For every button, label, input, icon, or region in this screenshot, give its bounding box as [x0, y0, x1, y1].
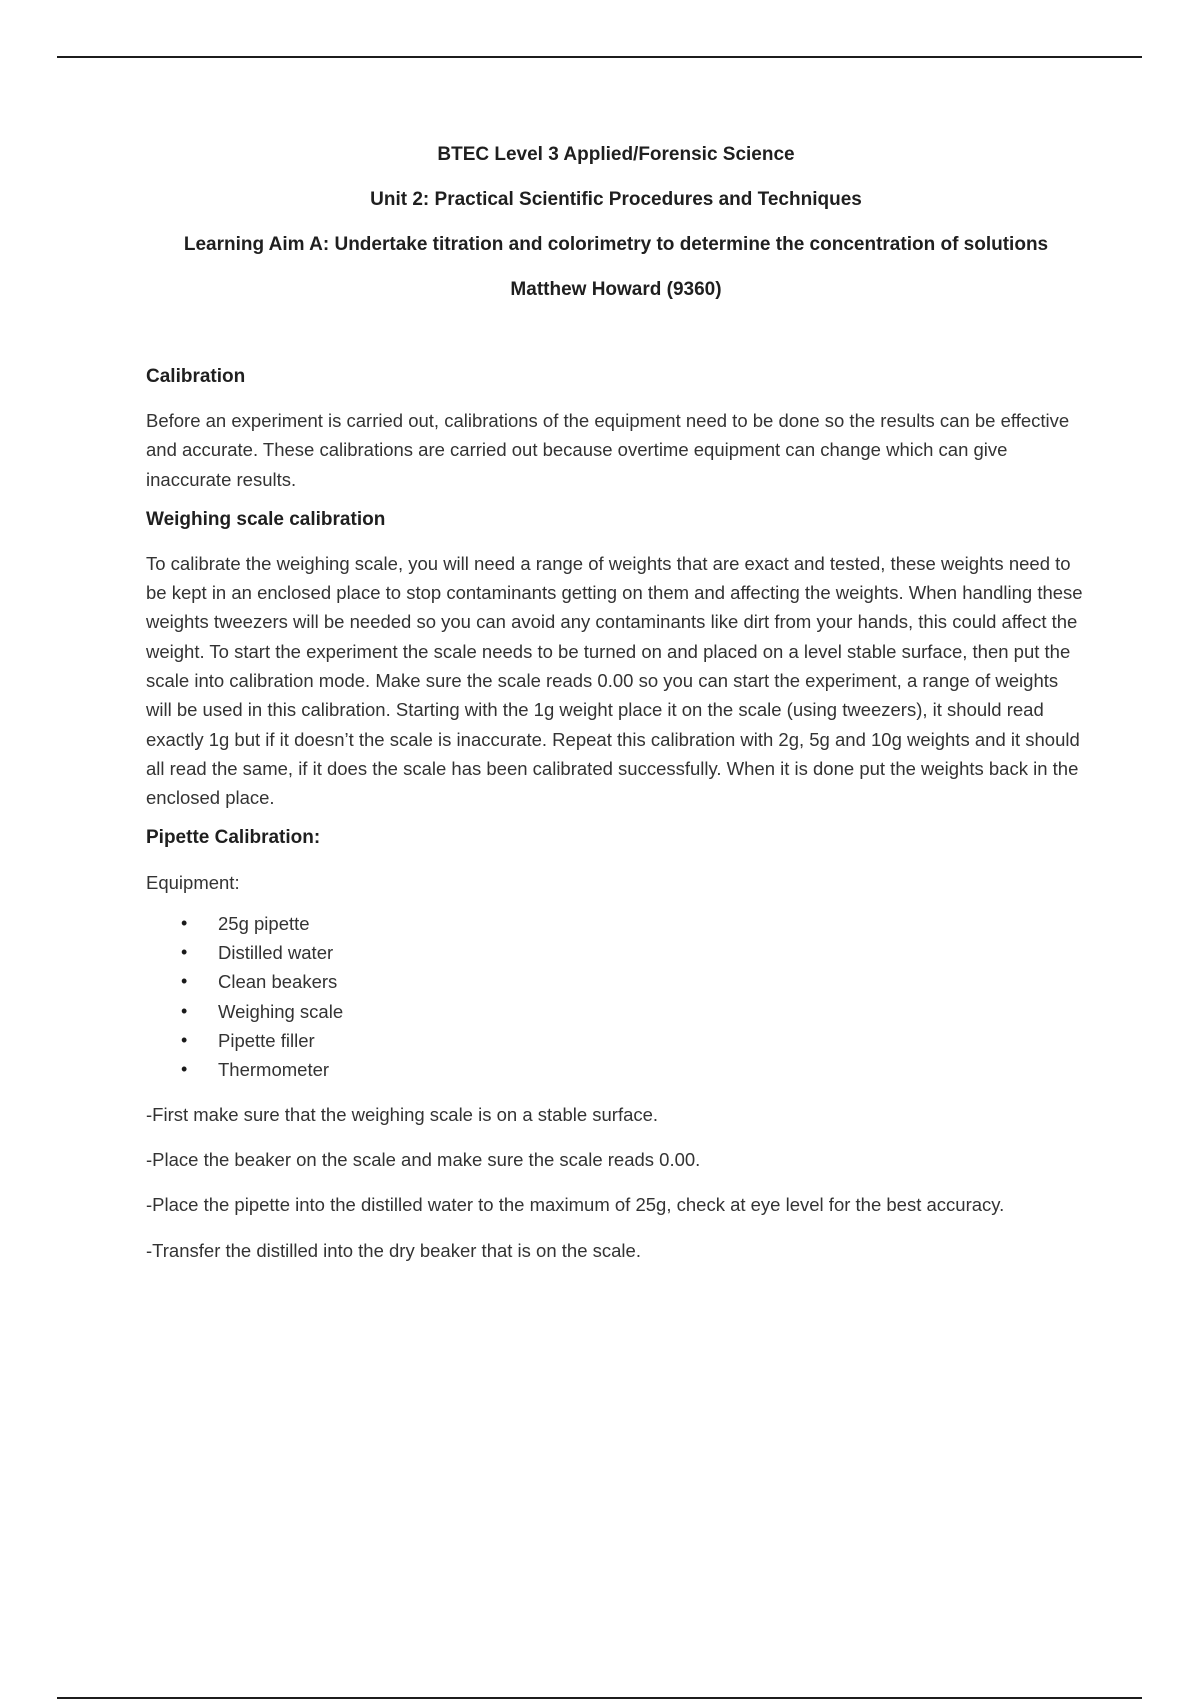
footer-rule	[57, 1697, 1142, 1699]
list-item	[146, 938, 1086, 967]
course-title: BTEC Level 3 Applied/Forensic Science	[437, 144, 795, 165]
calibration-paragraph: Before an experiment is carried out, calibrations of the equipment need to be done so the results can be effective and accurate. These calibrations are carried out because overtime equipment can change which can give inaccurate results.	[146, 410, 1070, 490]
weighing-scale-paragraph: To calibrate the weighing scale, you will need a range of weights that are exact and tested, these weights need to be kept in an enclosed place to stop contaminants getting on them and affecting the weights. When handling these weights tweezers will be needed so you can avoid any contaminants like dirt from your hands, this could affect the weight. To start the experiment the scale needs to be turned on and placed on a level stable surface, then put the scale into calibration mode. Make sure the scale reads 0.00 so you can start the experiment, a range of weights will be used in this calibration. Starting with the 1g weight place it on the scale (using tweezers), it should read exactly 1g but if it doesn’t the scale is inaccurate. Repeat this calibration with 2g, 5g and 10g weights and it should all read the same, if it does the scale has been calibrated successfully. When it is done put the weights back in the enclosed place.	[146, 552, 1083, 809]
procedure-step: -Transfer the distilled into the dry beaker that is on the scale.	[146, 1239, 641, 1261]
equipment-item-text: 25g pipette	[218, 912, 310, 934]
header-rule	[57, 56, 1142, 58]
procedure-step: -Place the beaker on the scale and make sure the scale reads 0.00.	[146, 1148, 701, 1170]
equipment-list	[146, 909, 1086, 1085]
weighing-scale-heading: Weighing scale calibration	[146, 508, 386, 530]
bullet-icon: •	[181, 1000, 188, 1021]
unit-title: Unit 2: Practical Scientific Procedures and Techniques	[370, 189, 862, 210]
equipment-item-text: Distilled water	[218, 942, 334, 964]
bullet-icon: •	[181, 1030, 188, 1051]
learning-aim-title: Learning Aim A: Undertake titration and colorimetry to determine the concentration of solutions	[183, 234, 1049, 255]
list-item	[146, 1055, 1086, 1084]
bullet-icon: •	[181, 912, 188, 933]
calibration-heading: Calibration	[146, 366, 246, 387]
bullet-icon: •	[181, 1059, 188, 1080]
title-block	[136, 142, 1096, 303]
author-name: Matthew Howard (9360)	[510, 279, 722, 300]
procedure-step: -Place the pipette into the distilled water to the maximum of 25g, check at eye level for the best accuracy.	[146, 1194, 1005, 1216]
document-page	[146, 142, 1086, 1265]
equipment-item-text: Pipette filler	[218, 1030, 315, 1052]
equipment-item-text: Clean beakers	[218, 971, 338, 993]
pipette-calibration-heading: Pipette Calibration:	[146, 826, 321, 848]
list-item	[146, 997, 1086, 1026]
list-item	[146, 1026, 1086, 1055]
equipment-item-text: Weighing scale	[218, 1000, 344, 1022]
procedure-step: -First make sure that the weighing scale is on a stable surface.	[146, 1103, 659, 1125]
list-item	[146, 967, 1086, 996]
list-item	[146, 909, 1086, 938]
bullet-icon: •	[181, 942, 188, 963]
bullet-icon: •	[181, 971, 188, 992]
equipment-label: Equipment:	[146, 871, 240, 893]
equipment-item-text: Thermometer	[218, 1059, 330, 1081]
